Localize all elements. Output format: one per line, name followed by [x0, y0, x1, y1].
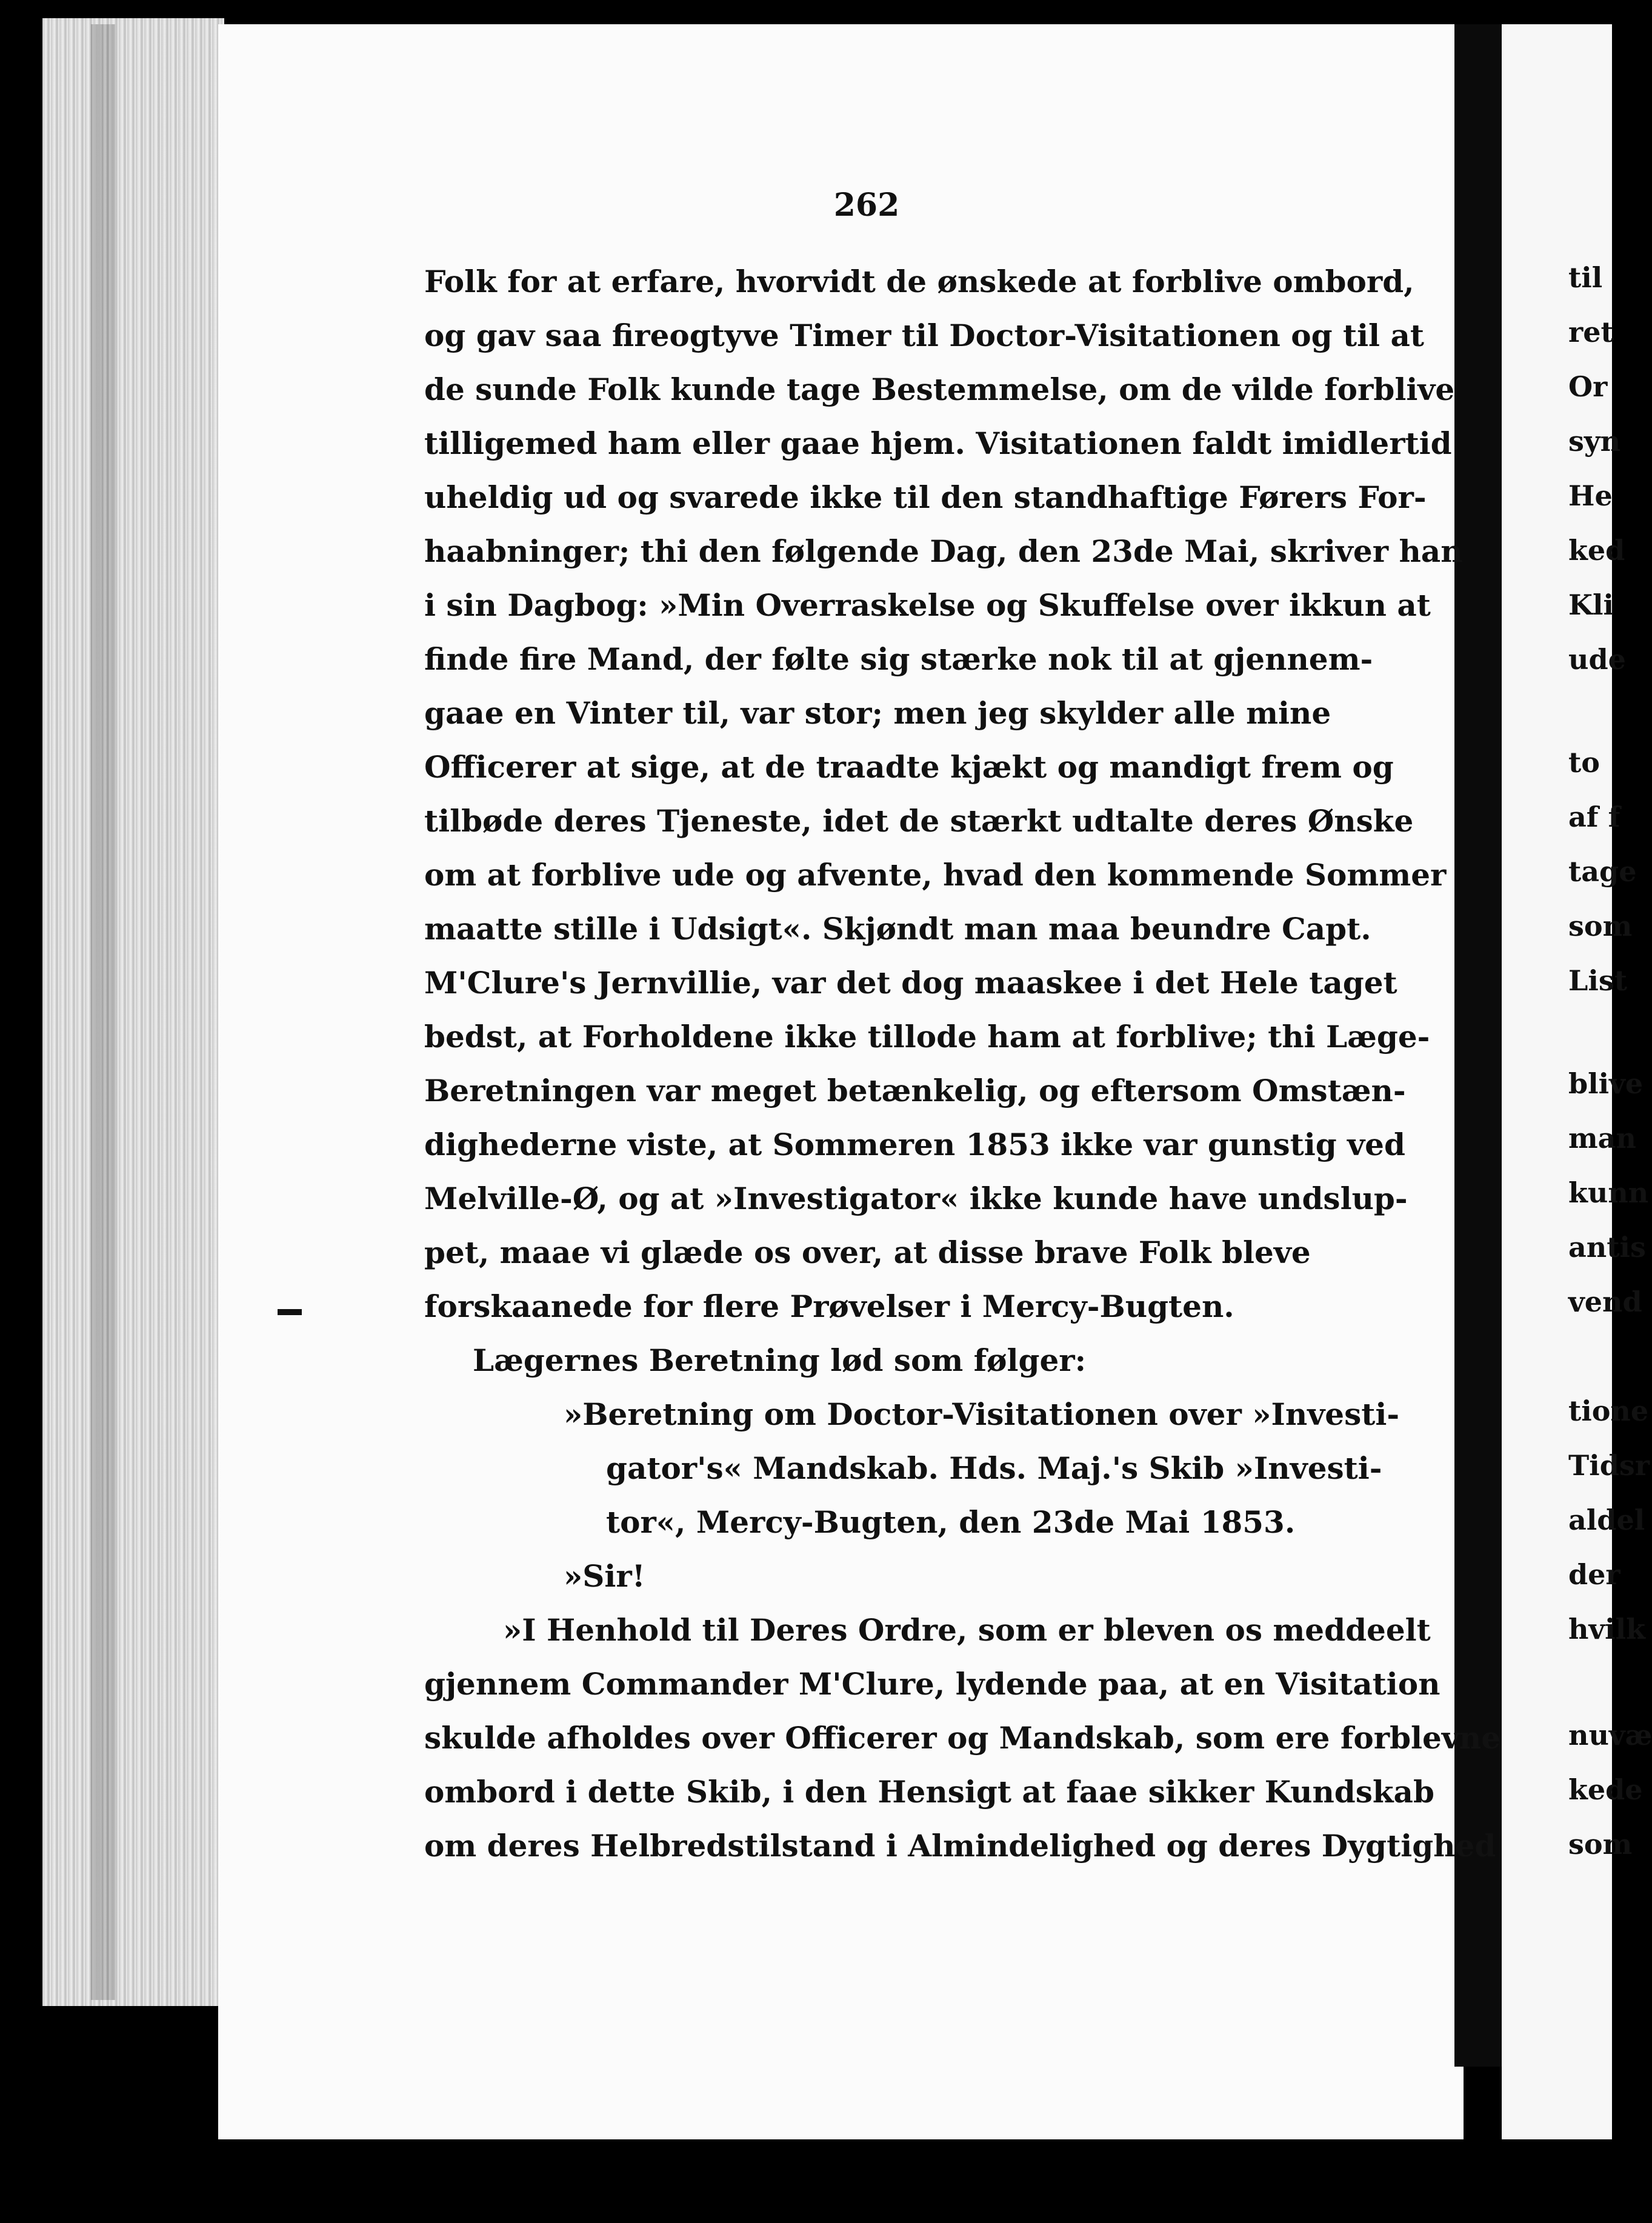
text-line: bedst, at Forholdene ikke tillode ham at forblive; thi Læge-: [424, 1019, 1430, 1055]
adjacent-fragment: nuvæ: [1568, 1719, 1652, 1751]
text-line: pet, maae vi glæde os over, at disse brave Folk bleve: [424, 1235, 1311, 1270]
adjacent-fragment: List: [1568, 964, 1627, 997]
adjacent-fragment: man: [1568, 1122, 1636, 1155]
book-gutter: [1454, 24, 1503, 2067]
text-line: »Sir!: [564, 1558, 645, 1594]
text-line: Melville-Ø, og at »Investigator« ikke kunde have undslup-: [424, 1181, 1408, 1216]
adjacent-fragment: He: [1568, 479, 1613, 512]
adjacent-fragment: af f: [1568, 801, 1620, 833]
adjacent-fragment: kunn: [1568, 1176, 1649, 1209]
adjacent-fragment: tage: [1568, 855, 1637, 888]
text-line: Beretningen var meget betænkelig, og eftersom Omstæn-: [424, 1073, 1406, 1108]
adjacent-fragment: to: [1568, 746, 1600, 779]
text-line: M'Clure's Jernvillie, var det dog maaskee i det Hele taget: [424, 965, 1397, 1001]
adjacent-fragment: syn: [1568, 425, 1621, 458]
text-line: tilligemed ham eller gaae hjem. Visitationen faldt imidlertid: [424, 425, 1452, 461]
adjacent-fragment: blive: [1568, 1067, 1644, 1100]
book-page-edges: [42, 18, 224, 2006]
page-edge-shadow: [91, 24, 115, 2000]
text-line: »I Henhold til Deres Ordre, som er bleven os meddeelt: [503, 1612, 1431, 1648]
adjacent-fragment: vend: [1568, 1285, 1642, 1318]
adjacent-page: [1502, 24, 1652, 2139]
adjacent-fragment: aldel: [1568, 1504, 1645, 1536]
text-line: ombord i dette Skib, i den Hensigt at faae sikker Kundskab: [424, 1774, 1434, 1810]
text-line: de sunde Folk kunde tage Bestemmelse, om de vilde forblive: [424, 372, 1455, 407]
text-line: »Beretning om Doctor-Visitationen over »Investi-: [564, 1396, 1400, 1432]
text-line: i sin Dagbog: »Min Overraskelse og Skuffelse over ikkun at: [424, 587, 1431, 623]
adjacent-fragment: Or: [1568, 370, 1608, 403]
margin-mark: [278, 1309, 302, 1315]
adjacent-fragment: Tidsr: [1568, 1449, 1650, 1482]
text-line: finde fire Mand, der følte sig stærke nok til at gjennem-: [424, 641, 1373, 677]
text-line: tilbøde deres Tjeneste, idet de stærkt udtalte deres Ønske: [424, 803, 1414, 839]
adjacent-fragment: ked: [1568, 534, 1625, 567]
adjacent-fragment: ret: [1568, 316, 1614, 348]
text-line: Lægernes Beretning lød som følger:: [473, 1342, 1087, 1378]
text-line: maatte stille i Udsigt«. Skjøndt man maa beundre Capt.: [424, 911, 1371, 947]
text-line: om deres Helbredstilstand i Almindelighed og deres Dygtighed: [424, 1828, 1496, 1864]
adjacent-fragment: ude: [1568, 643, 1626, 676]
text-line: Folk for at erfare, hvorvidt de ønskede at forblive ombord,: [424, 264, 1414, 299]
text-line: gator's« Mandskab. Hds. Maj.'s Skib »Investi-: [606, 1450, 1382, 1486]
adjacent-fragment: antis: [1568, 1231, 1646, 1264]
adjacent-fragment: til: [1568, 261, 1603, 294]
text-line: forskaanede for flere Prøvelser i Mercy-Bugten.: [424, 1288, 1234, 1324]
text-line: skulde afholdes over Officerer og Mandskab, som ere forblevne: [424, 1720, 1501, 1756]
text-line: haabninger; thi den følgende Dag, den 23de Mai, skriver han: [424, 533, 1463, 569]
adjacent-fragment: Kli: [1568, 588, 1614, 621]
page-number: 262: [833, 187, 900, 224]
text-line: om at forblive ude og afvente, hvad den kommende Sommer: [424, 857, 1447, 893]
text-line: uheldig ud og svarede ikke til den standhaftige Førers For-: [424, 479, 1427, 515]
text-line: gaae en Vinter til, var stor; men jeg skylder alle mine: [424, 695, 1331, 731]
adjacent-fragment: der: [1568, 1558, 1620, 1591]
text-line: tor«, Mercy-Bugten, den 23de Mai 1853.: [606, 1504, 1296, 1540]
text-line: og gav saa fireogtyve Timer til Doctor-Visitationen og til at: [424, 318, 1424, 353]
text-line: dighederne viste, at Sommeren 1853 ikke var gunstig ved: [424, 1127, 1405, 1162]
adjacent-fragment: tione: [1568, 1395, 1649, 1427]
adjacent-fragment: som: [1568, 910, 1633, 942]
text-line: gjennem Commander M'Clure, lydende paa, at en Visitation: [424, 1666, 1441, 1702]
adjacent-fragment: hvilk: [1568, 1613, 1645, 1645]
adjacent-fragment: som: [1568, 1828, 1633, 1861]
adjacent-fragment: kede: [1568, 1773, 1643, 1806]
text-line: Officerer at sige, at de traadte kjækt og mandigt frem og: [424, 749, 1394, 785]
